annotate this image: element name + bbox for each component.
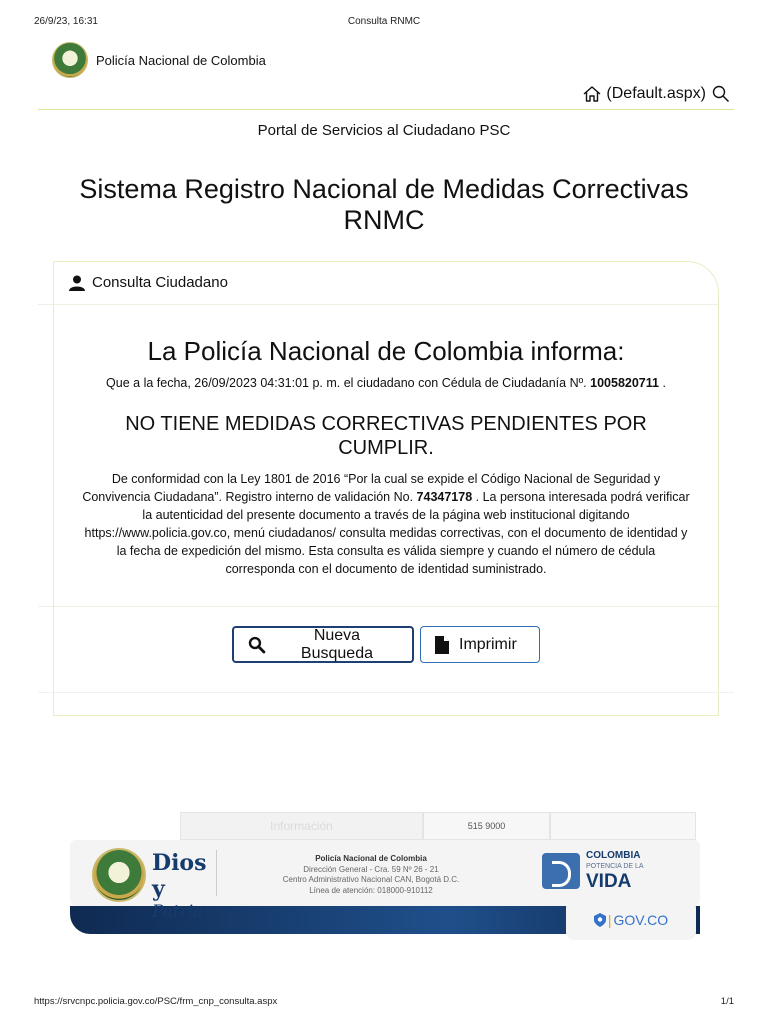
brand-name: Policía Nacional de Colombia (96, 52, 266, 68)
colombia-logo-text (586, 850, 644, 892)
footer-tab-empty (550, 812, 696, 840)
new-search-button[interactable] (232, 626, 414, 663)
status-message: NO TIENE MEDIDAS CORRECTIVAS PENDIENTES POR CUMPLIR. (125, 413, 647, 459)
divider (216, 850, 217, 896)
card-header (68, 274, 228, 291)
home-link-label: (Default.aspx) (606, 85, 706, 102)
colombia-line1: COLOMBIA (586, 850, 641, 861)
police-seal-icon (52, 42, 88, 78)
portal-title: Portal de Servicios al Ciudadano PSC (257, 122, 511, 139)
footer-tab-info[interactable]: Información (180, 812, 423, 840)
validation-number: 74347178 (416, 490, 473, 504)
print-label: Imprimir (459, 635, 517, 653)
colombia-potencia-logo[interactable] (542, 850, 644, 892)
print-url: https://srvcnpc.policia.gov.co/PSC/frm_cnp_consulta.aspx (34, 996, 278, 1007)
new-search-label: Nueva Busqueda (300, 626, 373, 662)
footer-address-2: Centro Administrativo Nacional CAN, Bogotá D.C. (282, 875, 460, 884)
page-title: Sistema Registro Nacional de Medidas Correctivas RNMC (79, 174, 689, 235)
print-page-number: 1/1 (720, 996, 734, 1007)
divider (38, 304, 718, 305)
home-link[interactable] (582, 84, 706, 104)
document-number: 1005820711 (590, 376, 659, 390)
colombia-line2: POTENCIA DE LA (586, 863, 644, 870)
query-date-text: Que a la fecha, 26/09/2023 04:31:01 p. m. el ciudadano con Cédula de Ciudadanía Nº. (106, 376, 587, 390)
site-footer (70, 810, 704, 940)
topbar (38, 84, 734, 110)
motto-line1: Dios y (152, 850, 207, 902)
police-seal-icon (92, 848, 146, 902)
footer-tabs (180, 812, 766, 840)
footer-phone-line: Línea de atención: 018000-910112 (309, 885, 433, 895)
govco-label: GOV.CO (613, 912, 669, 928)
card-header-label: Consulta Ciudadano (92, 274, 228, 291)
legal-text (82, 470, 690, 578)
query-date-suffix: . (662, 376, 666, 390)
colombia-logo-icon (542, 853, 580, 889)
print-button[interactable] (420, 626, 540, 663)
search-icon (248, 636, 266, 654)
query-date-line (54, 376, 718, 390)
print-footer (34, 996, 734, 1010)
motto-line2: Patria (152, 902, 204, 922)
legal-text-part1: De conformidad con la Ley 1801 de 2016 “Por la cual se expide el Código Nacional de Seguridad y Convivencia Ciudadana”. Registro interno de validación No. (82, 472, 661, 504)
govco-link[interactable] (566, 900, 696, 940)
govco-shield-icon (594, 913, 606, 927)
divider (38, 692, 734, 693)
document-icon (435, 636, 449, 654)
print-datetime: 26/9/23, 16:31 (34, 16, 98, 27)
print-header (34, 16, 734, 32)
footer-contact (246, 854, 496, 896)
inform-title: La Policía Nacional de Colombia informa: (147, 336, 625, 366)
footer-address: Dirección General - Cra. 59 Nº 26 - 21 (303, 864, 439, 874)
govco-separator: | (607, 912, 612, 928)
brand[interactable] (52, 42, 266, 78)
search-icon[interactable] (712, 85, 730, 103)
colombia-line3: VIDA (586, 871, 632, 892)
action-buttons (54, 626, 718, 663)
home-icon (582, 84, 602, 104)
print-title: Consulta RNMC (347, 16, 421, 27)
footer-tab-phone[interactable]: 515 9000 (423, 812, 550, 840)
motto (152, 850, 216, 922)
legal-text-part2: . La persona interesada podrá verificar la autenticidad del presente documento a través de la página web institucional digitando https://www.policia.gov.co, menú ciudadanos/ consulta medidas correctivas, con el documento de identidad y la fecha de expedición del mismo. Esta consulta es válida siempre y cuando el número de cédula corresponda con el documento de identidad suministrado. (84, 490, 690, 576)
topbar-actions (582, 84, 730, 104)
user-icon (68, 275, 86, 291)
footer-contact-title: Policía Nacional de Colombia (315, 854, 427, 863)
consulta-card (53, 261, 719, 716)
divider (38, 606, 718, 607)
